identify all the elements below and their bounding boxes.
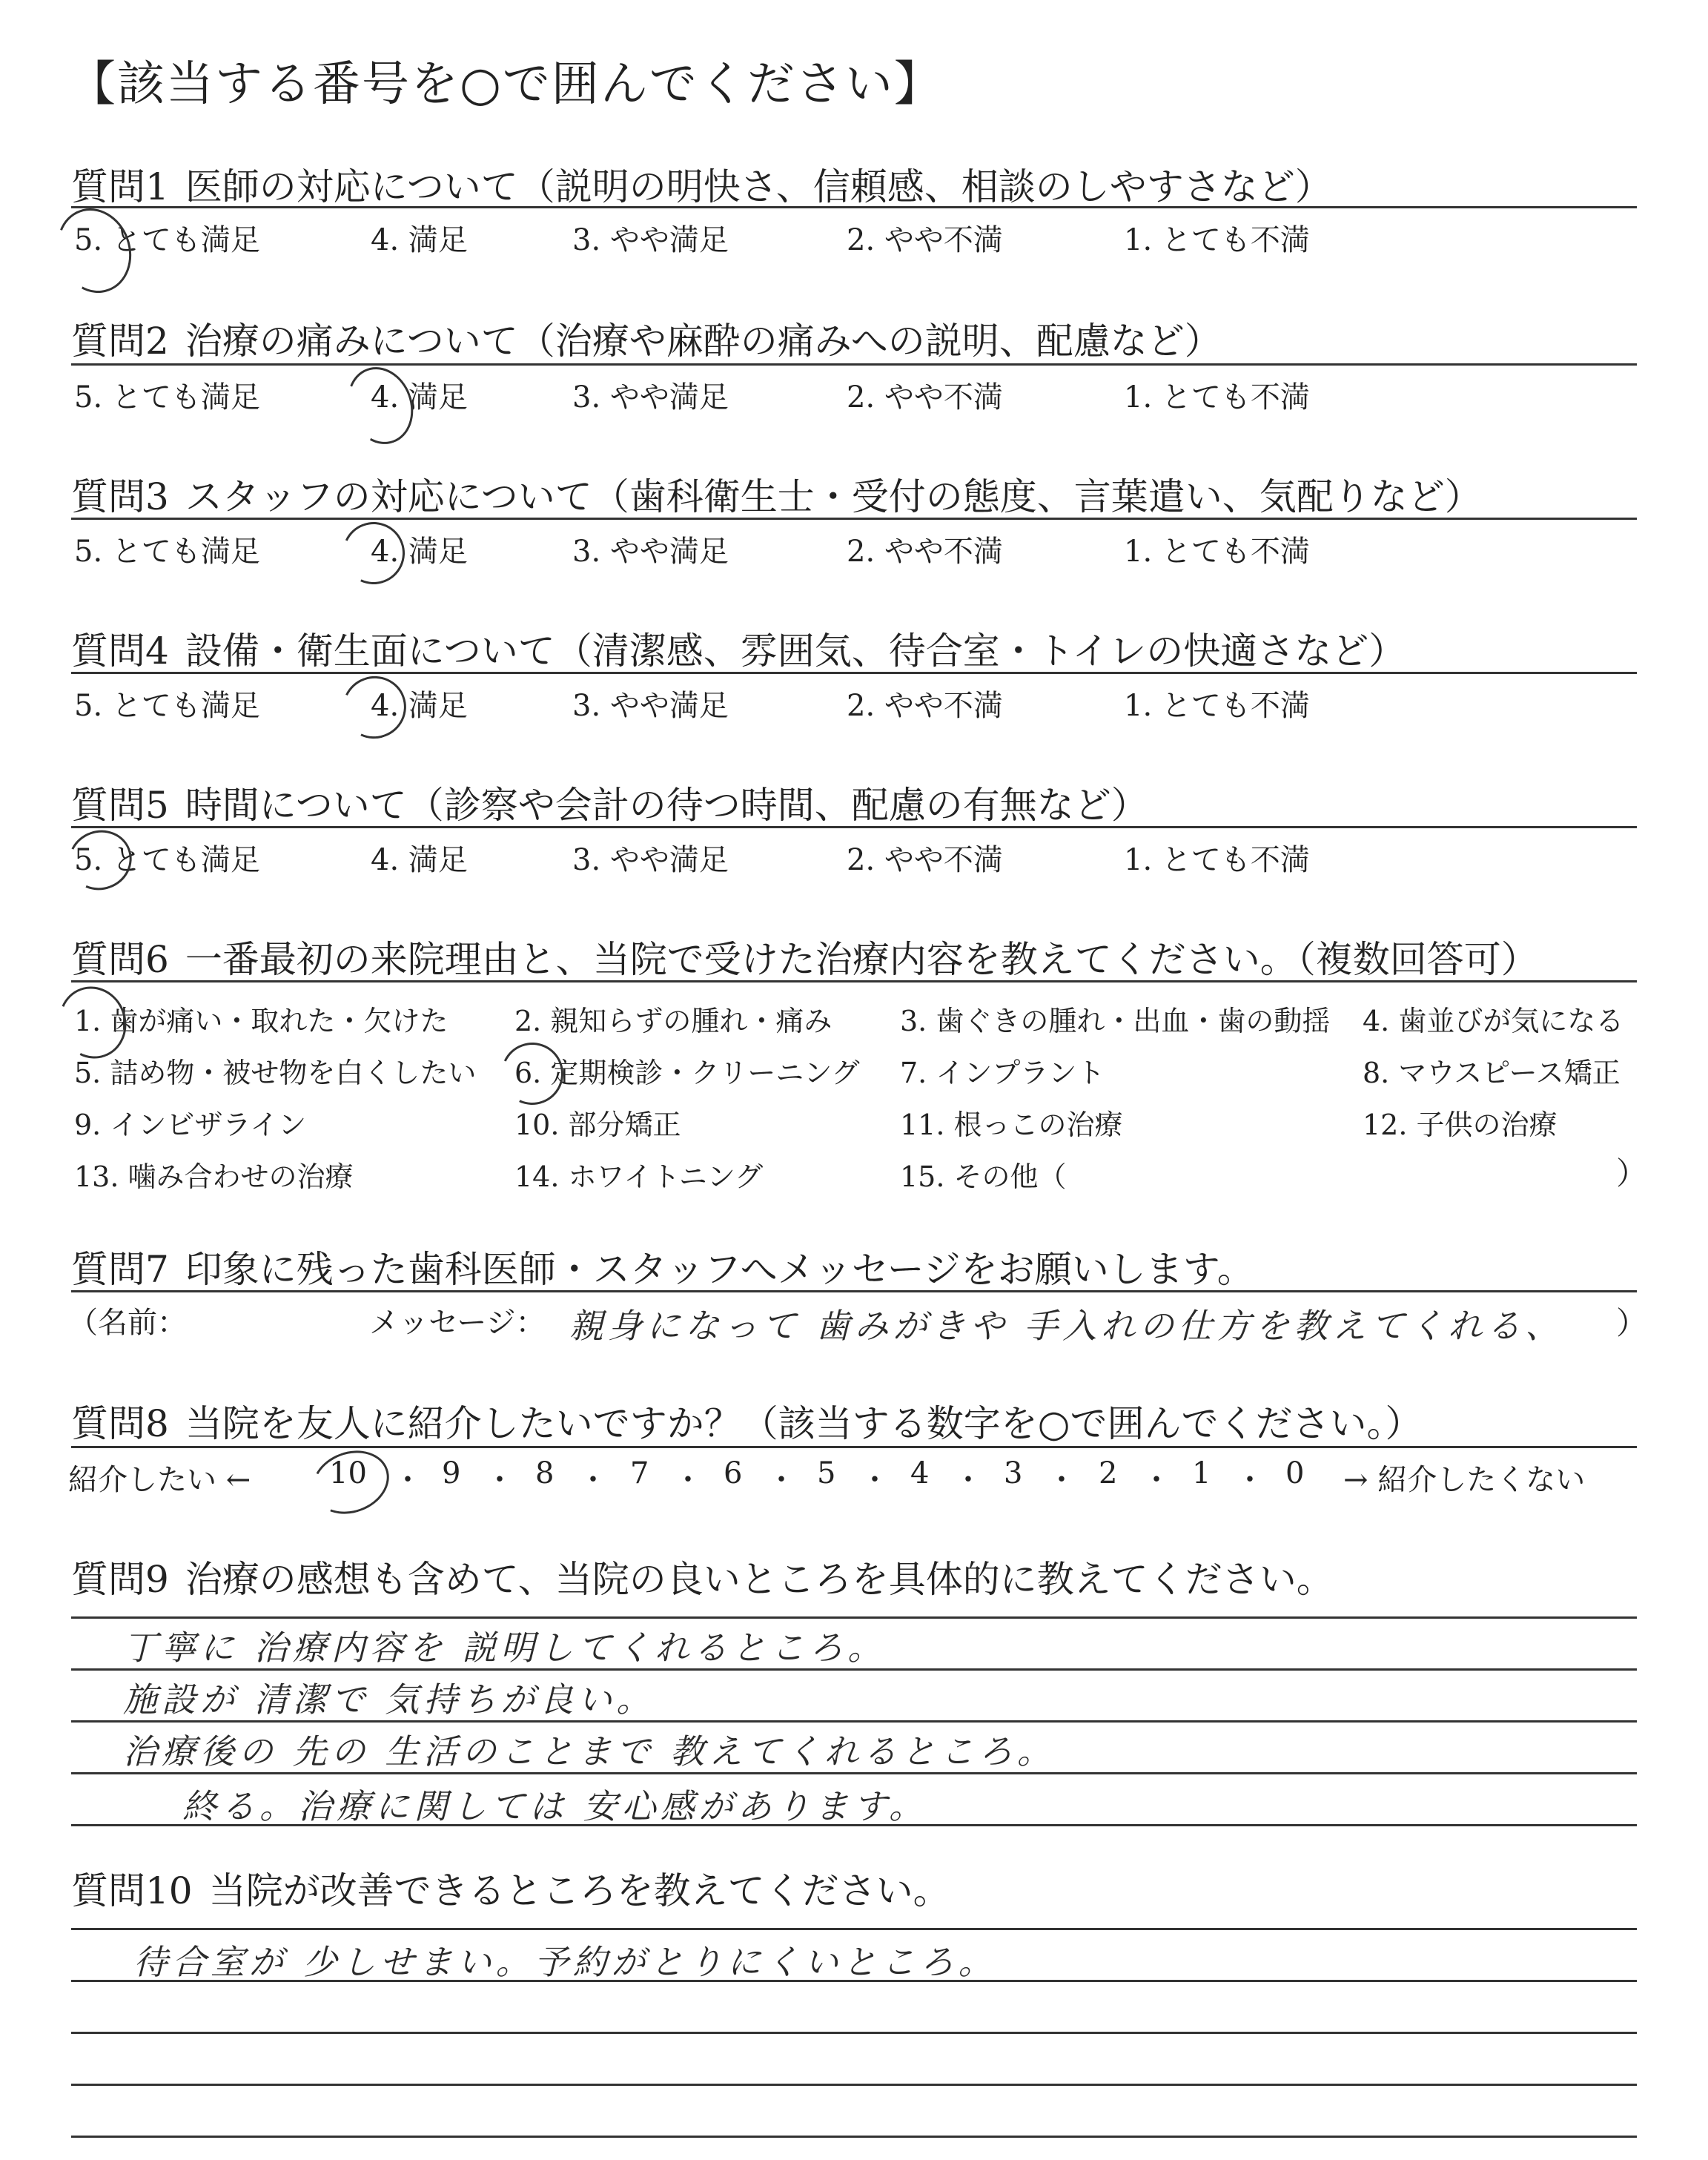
name-label: （名前： [68,1306,187,1340]
question-text: 当院を友人に紹介したいですか？（該当する数字を○で囲んでください。） [185,1402,1423,1445]
answer-handwritten-line: 終る。治療に関しては 安心感があります。 [182,1786,927,1826]
question-2-heading [71,311,1222,365]
divider [71,980,1637,982]
rating-option-4[interactable]: 4. 満足 [371,535,468,569]
divider [71,1446,1637,1448]
question-number: 質問10 [71,1869,193,1912]
scale-separator: ・ [393,1463,423,1497]
reason-option-3[interactable]: 3. 歯ぐきの腫れ・出血・歯の動揺 [900,1005,1331,1037]
rating-option-3[interactable]: 3. やや満足 [572,380,729,415]
rating-option-1[interactable]: 1. とても不満 [1124,689,1310,723]
scale-separator: ・ [860,1463,890,1497]
scale-value-1[interactable]: 1 [1192,1456,1211,1490]
question-text: スタッフの対応について（歯科衛生士・受付の態度、言葉遣い、気配りなど） [185,475,1482,518]
reason-option-7[interactable]: 7. インプラント [900,1057,1105,1089]
scale-value-9[interactable]: 9 [442,1456,461,1490]
reason-option-4[interactable]: 4. 歯並びが気になる [1363,1005,1624,1037]
rating-option-2[interactable]: 2. やや不満 [847,535,1003,569]
question-text: 治療の感想も含めて、当院の良いところを具体的に教えてください。 [185,1558,1334,1601]
divider [71,1290,1637,1292]
rating-option-4[interactable]: 4. 満足 [371,380,468,415]
reason-option-2[interactable]: 2. 親知らずの腫れ・痛み [514,1005,833,1037]
answer-line [71,1928,1637,1930]
question-8-heading [71,1394,1422,1447]
rating-option-1[interactable]: 1. とても不満 [1124,843,1310,877]
scale-separator: ・ [1235,1463,1265,1497]
question-text: 一番最初の来院理由と、当院で受けた治療内容を教えてください。（複数回答可） [185,938,1538,981]
rating-option-4[interactable]: 4. 満足 [371,843,468,877]
scale-value-0[interactable]: 0 [1285,1456,1305,1490]
page-title: 【該当する番号を○で囲んでください】 [68,57,943,112]
question-number: 質問3 [71,475,169,518]
rating-option-3[interactable]: 3. やや満足 [572,223,729,257]
rating-option-3[interactable]: 3. やや満足 [572,843,729,877]
question-number: 質問4 [71,630,169,673]
scale-value-8[interactable]: 8 [535,1456,555,1490]
answer-circle-mark [334,667,415,747]
scale-separator: ・ [673,1463,703,1497]
question-number: 質問9 [71,1558,169,1601]
rating-option-2[interactable]: 2. やや不満 [847,843,1003,877]
question-text: 設備・衛生面について（清潔感、雰囲気、待合室・トイレの快適さなど） [185,630,1406,673]
question-3-heading [71,467,1482,521]
answer-line [71,2032,1637,2034]
answer-circle-mark [45,198,143,304]
scale-right-label: → 紹介したくない [1343,1463,1586,1497]
question-number: 質問8 [71,1402,169,1445]
answer-circle-mark [337,357,423,453]
rating-option-4[interactable]: 4. 満足 [371,223,468,257]
message-handwritten[interactable]: 親身になって 歯みがきや 手入れの仕方を教えてくれる、 [569,1306,1564,1346]
question-number: 質問6 [71,938,169,981]
answer-circle-mark [334,513,414,593]
rating-option-5[interactable]: 5. とても満足 [74,843,260,877]
question-text: 当院が改善できるところを教えてください。 [208,1869,950,1912]
scale-value-6[interactable]: 6 [724,1456,743,1490]
question-10-heading [71,1861,950,1915]
scale-separator: ・ [1047,1463,1076,1497]
reason-option-9[interactable]: 9. インビザライン [74,1109,307,1141]
question-number: 質問1 [71,165,169,208]
answer-circle-mark [303,1440,398,1524]
rating-option-5[interactable]: 5. とても満足 [74,535,260,569]
scale-separator: ・ [578,1463,608,1497]
reason-option-12[interactable]: 12. 子供の治療 [1363,1109,1558,1141]
rating-option-3[interactable]: 3. やや満足 [572,535,729,569]
scale-left-label: 紹介したい ← [68,1463,251,1497]
reason-option-6[interactable]: 6. 定期検診・クリーニング [514,1057,860,1089]
reason-option-5[interactable]: 5. 詰め物・被せ物を白くしたい [74,1057,477,1089]
reason-option-14[interactable]: 14. ホワイトニング [514,1160,764,1193]
scale-value-5[interactable]: 5 [817,1456,836,1490]
scale-value-4[interactable]: 4 [910,1456,930,1490]
answer-line [71,1616,1637,1619]
question-5-heading [71,776,1148,829]
question-9-heading [71,1550,1334,1603]
rating-option-5[interactable]: 5. とても満足 [74,223,260,257]
question-text: 治療の痛みについて（治療や麻酔の痛みへの説明、配慮など） [185,320,1222,363]
rating-option-5[interactable]: 5. とても満足 [74,380,260,415]
reason-option-15[interactable]: 15. その他（ [900,1160,1067,1193]
rating-option-4[interactable]: 4. 満足 [371,689,468,723]
question-number: 質問7 [71,1248,169,1291]
message-label: メッセージ： [369,1306,546,1340]
reason-option-8[interactable]: 8. マウスピース矯正 [1363,1057,1621,1089]
answer-handwritten-line: 待合室が 少しせまい。予約がとりにくいところ。 [133,1942,997,1982]
scale-separator: ・ [485,1463,514,1497]
divider [71,672,1637,674]
question-number: 質問5 [71,784,169,827]
rating-option-2[interactable]: 2. やや不満 [847,689,1003,723]
reason-option-10[interactable]: 10. 部分矯正 [514,1109,681,1141]
rating-option-3[interactable]: 3. やや満足 [572,689,729,723]
rating-option-1[interactable]: 1. とても不満 [1124,380,1310,415]
scale-separator: ・ [767,1463,796,1497]
rating-option-1[interactable]: 1. とても不満 [1124,223,1310,257]
question-text: 時間について（診察や会計の待つ時間、配慮の有無など） [185,784,1148,827]
answer-handwritten-line: 丁寧に 治療内容を 説明してくれるところ。 [123,1628,887,1668]
reason-option-1[interactable]: 1. 歯が痛い・取れた・欠けた [74,1005,448,1037]
divider [71,826,1637,828]
divider [71,206,1637,208]
other-close-paren: ） [1616,1155,1648,1192]
rating-option-1[interactable]: 1. とても不満 [1124,535,1310,569]
answer-handwritten-line: 治療後の 先の 生活のことまで 教えてくれるところ。 [123,1731,1056,1771]
question-text: 印象に残った歯科医師・スタッフへメッセージをお願いします。 [185,1248,1254,1291]
answer-line [71,2136,1637,2138]
message-close-paren: ） [1616,1305,1648,1341]
scale-value-2[interactable]: 2 [1099,1456,1118,1490]
question-text: 医師の対応について（説明の明快さ、信頼感、相談のしやすさなど） [185,165,1332,208]
divider [71,518,1637,520]
scale-value-7[interactable]: 7 [630,1456,649,1490]
question-number: 質問2 [71,320,169,363]
reason-option-11[interactable]: 11. 根っこの治療 [900,1109,1123,1141]
rating-option-2[interactable]: 2. やや不満 [847,223,1003,257]
reason-option-13[interactable]: 13. 噛み合わせの治療 [74,1160,354,1193]
question-1-heading [71,157,1332,211]
rating-option-5[interactable]: 5. とても満足 [74,689,260,723]
rating-option-2[interactable]: 2. やや不満 [847,380,1003,415]
answer-circle-mark [60,822,140,899]
scale-separator: ・ [953,1463,983,1497]
scale-value-10[interactable]: 10 [329,1456,367,1490]
question-6-heading [71,930,1538,983]
question-7-heading [71,1240,1254,1293]
answer-line [71,2084,1637,2086]
question-4-heading [71,621,1406,675]
scale-value-3[interactable]: 3 [1004,1456,1023,1490]
divider [71,363,1637,366]
scale-separator: ・ [1142,1463,1171,1497]
answer-handwritten-line: 施設が 清潔で 気持ちが良い。 [123,1680,655,1720]
